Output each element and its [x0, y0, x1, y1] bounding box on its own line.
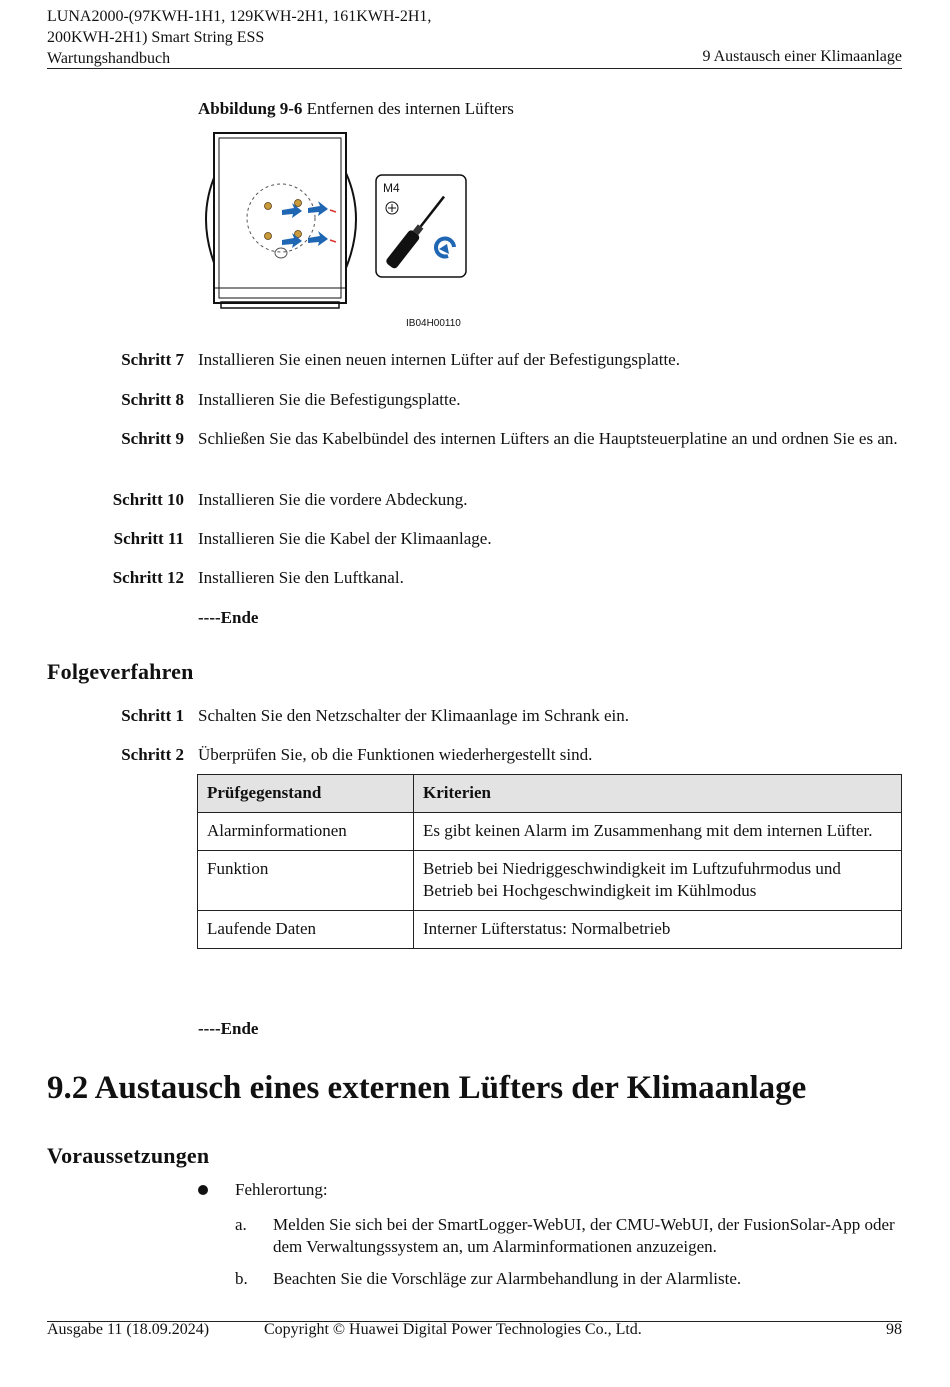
step-number: Schritt 7 — [121, 350, 184, 369]
tool-size-label: M4 — [383, 181, 400, 195]
step-number: Schritt 9 — [121, 429, 184, 448]
check-criteria-table — [197, 774, 902, 949]
bullet-icon — [198, 1185, 208, 1195]
table-header-row — [198, 775, 902, 813]
header-rule — [47, 68, 902, 69]
copyright-notice: Copyright © Huawei Digital Power Technologies Co., Ltd. — [264, 1321, 642, 1338]
table-cell: Funktion — [198, 851, 414, 911]
product-title-line1: LUNA2000-(97KWH-1H1, 129KWH-2H1, 161KWH-2H1, — [47, 8, 432, 25]
step-text: Schließen Sie das Kabelbündel des internen Lüfters an die Hauptsteuerplatine an und ordnen Sie es an. — [198, 429, 898, 448]
step-text: Schalten Sie den Netzschalter der Klimaanlage im Schrank ein. — [198, 706, 629, 725]
table-cell: Interner Lüfterstatus: Normalbetrieb — [414, 911, 902, 949]
step-text: Überprüfen Sie, ob die Funktionen wiederhergestellt sind. — [198, 745, 593, 764]
step-text: Installieren Sie den Luftkanal. — [198, 568, 404, 587]
table-cell: Es gibt keinen Alarm im Zusammenhang mit dem internen Lüfter. — [414, 813, 902, 851]
column-header-criteria: Kriterien — [414, 775, 902, 813]
bullet-text: Fehlerortung: — [235, 1180, 328, 1199]
figure-caption-label: Abbildung 9-6 — [198, 99, 303, 118]
step-text: Installieren Sie die vordere Abdeckung. — [198, 490, 468, 509]
section-heading-voraussetzungen: Voraussetzungen — [47, 1143, 210, 1168]
sub-item-label: a. — [235, 1215, 247, 1234]
step-number: Schritt 12 — [112, 568, 184, 587]
step-number: Schritt 11 — [113, 529, 184, 548]
sub-item-text: Beachten Sie die Vorschläge zur Alarmbehandlung in der Alarmliste. — [273, 1269, 742, 1288]
step-text: Installieren Sie die Kabel der Klimaanlage. — [198, 529, 492, 548]
page-number: 98 — [886, 1321, 902, 1338]
table-cell: Laufende Daten — [198, 911, 414, 949]
figure-caption — [198, 99, 514, 119]
step-number: Schritt 10 — [112, 490, 184, 509]
internal-fan-removal-illustration — [196, 128, 476, 333]
product-title-line2: 200KWH-2H1) Smart String ESS — [47, 29, 265, 46]
section-heading-9-2: 9.2 Austausch eines externen Lüfters der Klimaanlage — [47, 1070, 807, 1106]
running-header-left — [47, 6, 431, 69]
step-number: Schritt 2 — [121, 745, 184, 764]
end-marker: ----Ende — [198, 1019, 259, 1038]
step-text: Installieren Sie einen neuen internen Lüfter auf der Befestigungsplatte. — [198, 350, 680, 369]
end-marker: ----Ende — [198, 608, 259, 627]
sub-item-label: b. — [235, 1269, 248, 1288]
edition-info: Ausgabe 11 (18.09.2024) — [47, 1321, 210, 1338]
manual-title: Wartungshandbuch — [47, 50, 171, 67]
column-header-check-item: Prüfgegenstand — [198, 775, 414, 813]
sub-item-text: Melden Sie sich bei der SmartLogger-WebUI, der CMU-WebUI, der FusionSolar-App oder dem Verwaltungssystem an, um Alarminformationen anzuzeigen. — [273, 1215, 895, 1256]
figure-caption-text: Entfernen des internen Lüfters — [302, 99, 514, 118]
table-cell: Alarminformationen — [198, 813, 414, 851]
chapter-title: 9 Austausch einer Klimaanlage — [702, 48, 902, 65]
step-number: Schritt 8 — [121, 390, 184, 409]
figure-image-id: IB04H00110 — [406, 318, 461, 329]
table-row — [198, 911, 902, 949]
table-row — [198, 851, 902, 911]
step-text: Installieren Sie die Befestigungsplatte. — [198, 390, 461, 409]
table-cell: Betrieb bei Niedriggeschwindigkeit im Luftzufuhrmodus und Betrieb bei Hochgeschwindigkeit im Kühlmodus — [414, 851, 902, 911]
section-heading-folgeverfahren: Folgeverfahren — [47, 659, 194, 684]
step-number: Schritt 1 — [121, 706, 184, 725]
table-row — [198, 813, 902, 851]
